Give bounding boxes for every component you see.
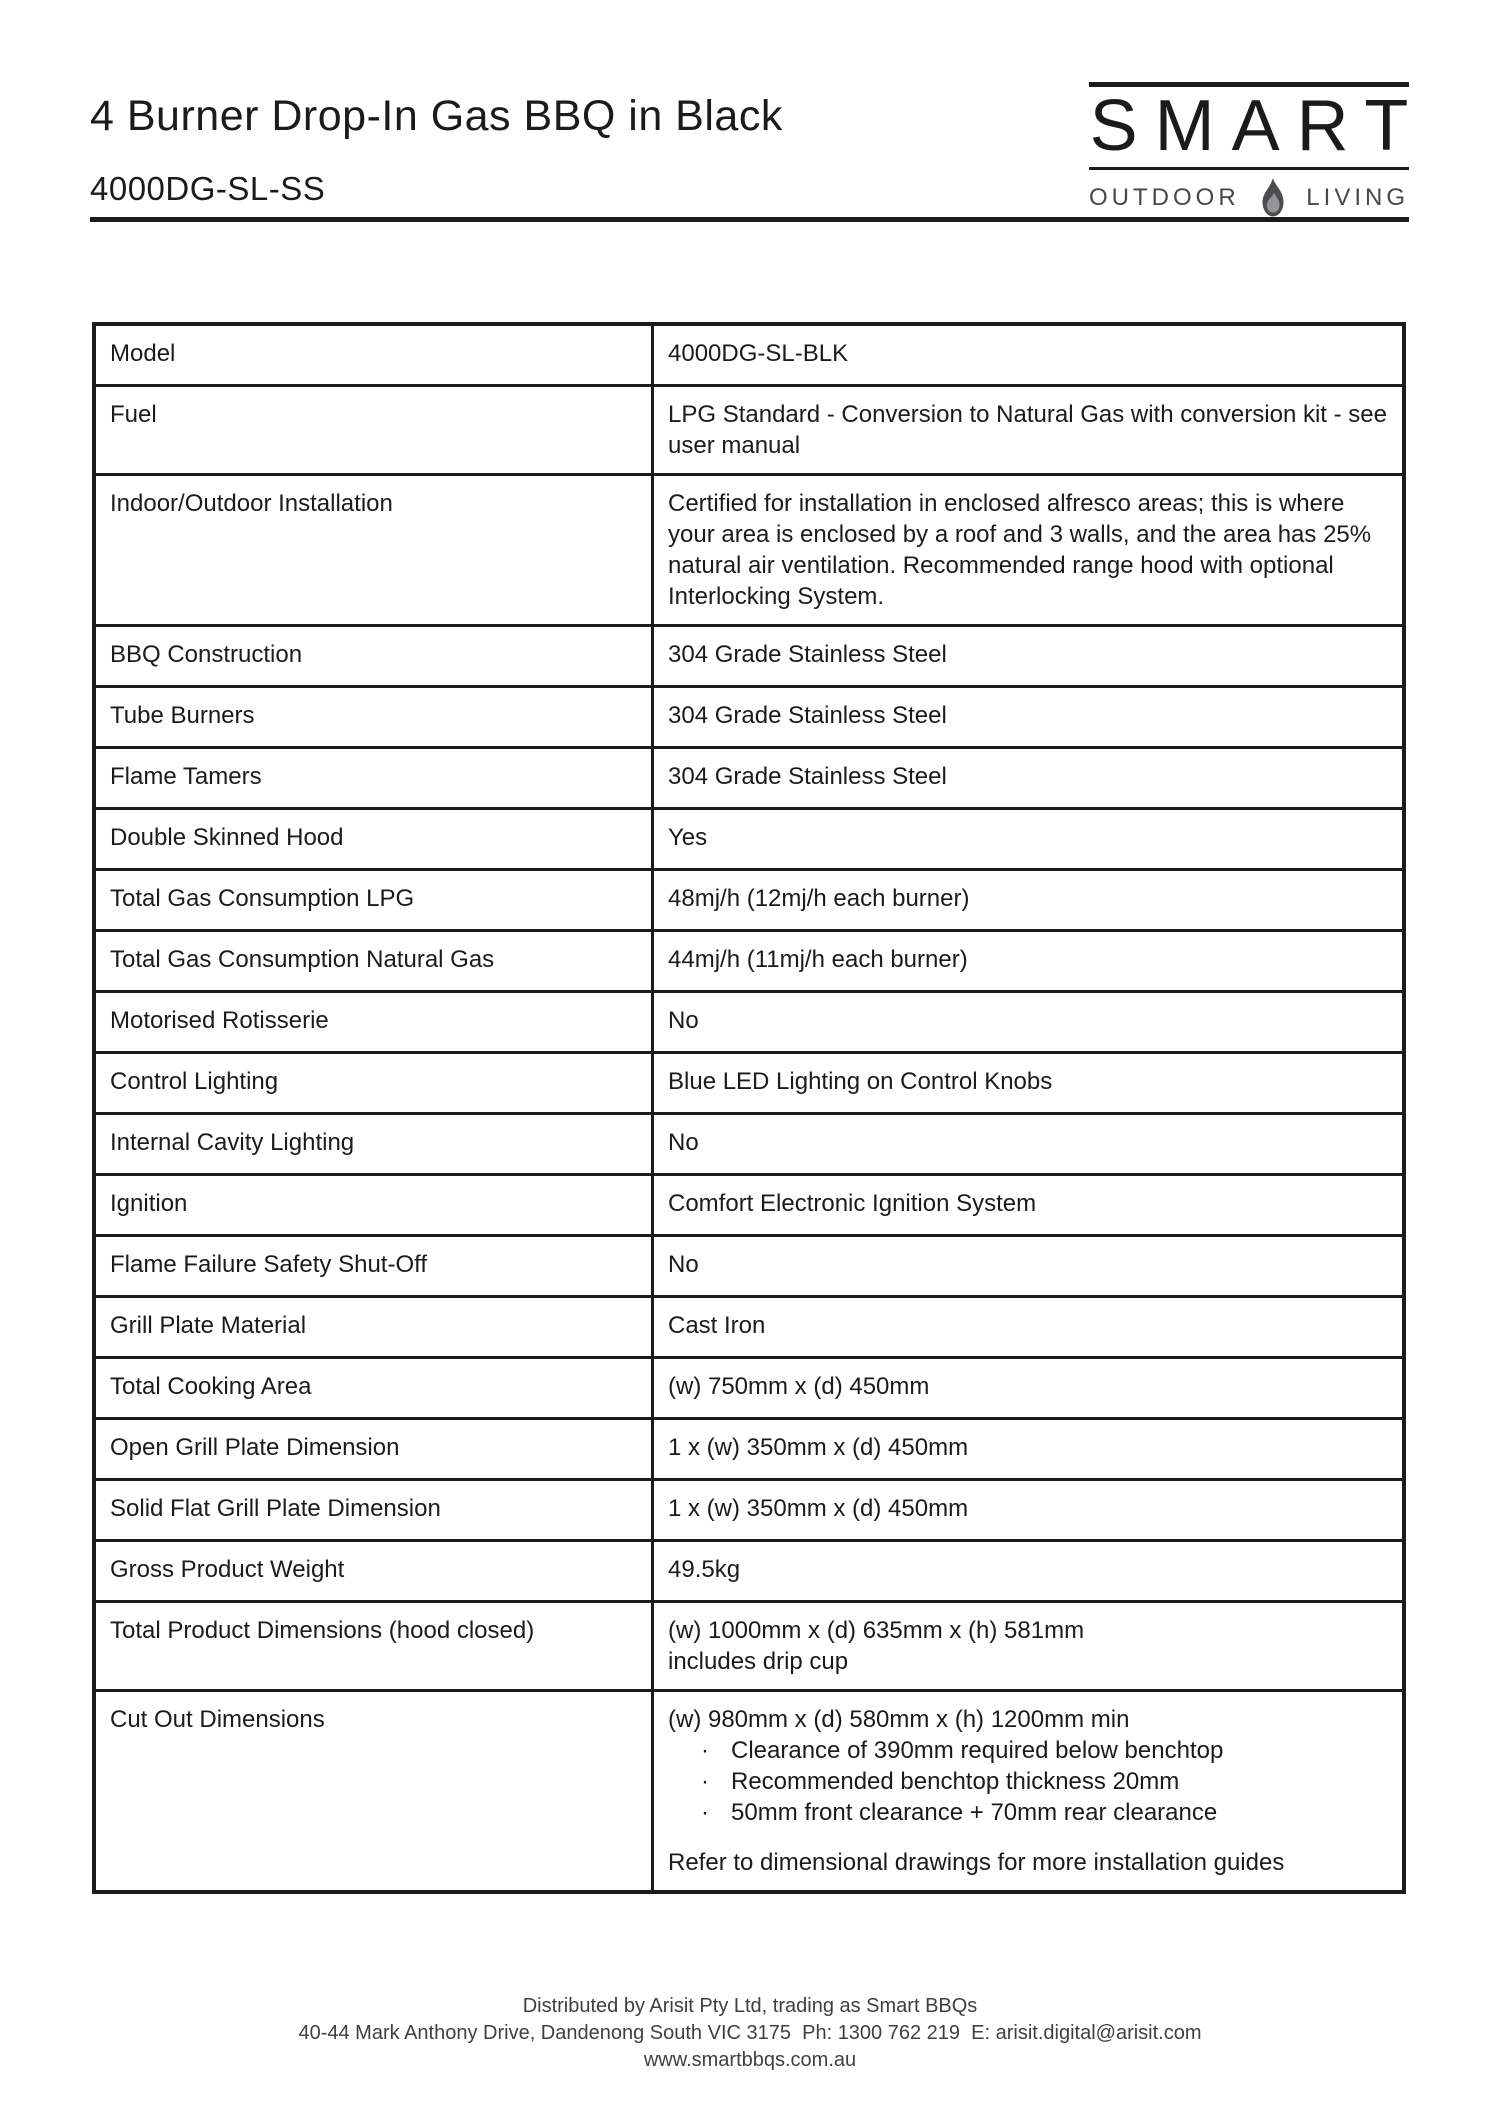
- row-value: [654, 871, 1402, 929]
- row-value: [654, 326, 1402, 384]
- table-row: [96, 627, 1402, 688]
- bullet-dot: ·: [701, 1799, 709, 1826]
- row-value: [654, 1054, 1402, 1112]
- row-value: [654, 1359, 1402, 1417]
- row-label: Double Skinned Hood: [96, 810, 654, 868]
- logo-brand-text: SMART: [1089, 86, 1426, 166]
- value-line: includes drip cup: [668, 1648, 849, 1675]
- row-value: [654, 1298, 1402, 1356]
- logo-tagline: [1089, 177, 1409, 219]
- row-value: [654, 993, 1402, 1051]
- value-line: Yes: [668, 824, 708, 851]
- table-row: [96, 1420, 1402, 1481]
- row-value: [654, 476, 1402, 624]
- row-label: Flame Failure Safety Shut-Off: [96, 1237, 654, 1295]
- table-row: [96, 1481, 1402, 1542]
- value-line: 304 Grade Stainless Steel: [668, 702, 947, 729]
- row-label: Control Lighting: [96, 1054, 654, 1112]
- table-row: [96, 1176, 1402, 1237]
- value-line: No: [668, 1129, 699, 1156]
- table-row: [96, 1054, 1402, 1115]
- table-row: [96, 993, 1402, 1054]
- value-line: LPG Standard - Conversion to Natural Gas with conversion kit - see user manual: [668, 401, 1387, 459]
- value-line: (w) 980mm x (d) 580mm x (h) 1200mm min: [668, 1706, 1130, 1733]
- value-line: 304 Grade Stainless Steel: [668, 641, 947, 668]
- value-line: Certified for installation in enclosed alfresco areas; this is where your area is enclosed by a roof and 3 walls, and the area has 25% natural air ventilation. Recommended range hood with optional Interlocking System.: [668, 490, 1372, 610]
- table-row: [96, 326, 1402, 387]
- table-row: [96, 810, 1402, 871]
- value-line: (w) 1000mm x (d) 635mm x (h) 581mm: [668, 1617, 1085, 1644]
- row-label: Tube Burners: [96, 688, 654, 746]
- spec-table: [92, 322, 1406, 1894]
- row-label: Total Cooking Area: [96, 1359, 654, 1417]
- value-line: Blue LED Lighting on Control Knobs: [668, 1068, 1053, 1095]
- bullet-text: Recommended benchtop thickness 20mm: [731, 1768, 1180, 1795]
- row-value: [654, 688, 1402, 746]
- row-value: [654, 1115, 1402, 1173]
- row-value: [654, 1692, 1402, 1890]
- row-value: [654, 627, 1402, 685]
- table-row: [96, 1603, 1402, 1692]
- value-line: 48mj/h (12mj/h each burner): [668, 885, 970, 912]
- row-label: Grill Plate Material: [96, 1298, 654, 1356]
- row-value: [654, 1420, 1402, 1478]
- row-value: [654, 749, 1402, 807]
- row-label: BBQ Construction: [96, 627, 654, 685]
- row-label: Indoor/Outdoor Installation: [96, 476, 654, 624]
- logo-tagline-left: OUTDOOR: [1089, 184, 1240, 211]
- value-line: 49.5kg: [668, 1556, 741, 1583]
- table-row: [96, 871, 1402, 932]
- row-label: Model: [96, 326, 654, 384]
- table-row: [96, 387, 1402, 476]
- row-label: Total Gas Consumption Natural Gas: [96, 932, 654, 990]
- value-line: 44mj/h (11mj/h each burner): [668, 946, 968, 973]
- bullet-text: 50mm front clearance + 70mm rear clearance: [731, 1799, 1218, 1826]
- table-row: [96, 476, 1402, 627]
- row-label: Total Product Dimensions (hood closed): [96, 1603, 654, 1689]
- row-value: [654, 932, 1402, 990]
- row-value: [654, 1542, 1402, 1600]
- table-row: [96, 688, 1402, 749]
- row-value: [654, 1237, 1402, 1295]
- page-title: 4 Burner Drop-In Gas BBQ in Black: [90, 92, 783, 140]
- value-line: Comfort Electronic Ignition System: [668, 1190, 1037, 1217]
- row-value: [654, 1481, 1402, 1539]
- value-line: No: [668, 1007, 699, 1034]
- bullet-dot: ·: [701, 1768, 709, 1795]
- value-line: No: [668, 1251, 699, 1278]
- row-value: [654, 387, 1402, 473]
- footer-address: 40-44 Mark Anthony Drive, Dandenong South VIC 3175 Ph: 1300 762 219 E: arisit.digital@arisit.com: [298, 2022, 1202, 2044]
- value-line: 1 x (w) 350mm x (d) 450mm: [668, 1495, 969, 1522]
- table-row: [96, 932, 1402, 993]
- bullet-item: [668, 1797, 1388, 1828]
- row-label: Motorised Rotisserie: [96, 993, 654, 1051]
- bullet-dot: ·: [701, 1737, 709, 1764]
- bullet-item: [668, 1735, 1388, 1766]
- row-label: Cut Out Dimensions: [96, 1692, 654, 1890]
- row-label: Open Grill Plate Dimension: [96, 1420, 654, 1478]
- row-value: [654, 810, 1402, 868]
- row-label: Solid Flat Grill Plate Dimension: [96, 1481, 654, 1539]
- footer-distributor: Distributed by Arisit Pty Ltd, trading as Smart BBQs: [522, 1995, 978, 2017]
- row-note: Refer to dimensional drawings for more installation guides: [668, 1849, 1285, 1876]
- footer: [0, 1993, 1500, 2074]
- model-code: 4000DG-SL-SS: [90, 170, 326, 207]
- row-label: Total Gas Consumption LPG: [96, 871, 654, 929]
- value-line: 4000DG-SL-BLK: [668, 340, 849, 367]
- row-value: [654, 1176, 1402, 1234]
- table-row: [96, 749, 1402, 810]
- row-label: Fuel: [96, 387, 654, 473]
- row-label: Flame Tamers: [96, 749, 654, 807]
- header-divider-rule: [90, 217, 1409, 222]
- bullet-list: [668, 1735, 1388, 1828]
- logo-bottom-rule: [1089, 167, 1409, 170]
- table-row: [96, 1692, 1402, 1890]
- table-row: [96, 1115, 1402, 1176]
- value-line: (w) 750mm x (d) 450mm: [668, 1373, 930, 1400]
- bullet-item: [668, 1766, 1388, 1797]
- logo-tagline-right: LIVING: [1306, 184, 1409, 211]
- table-row: [96, 1298, 1402, 1359]
- bullet-text: Clearance of 390mm required below benchtop: [731, 1737, 1224, 1764]
- value-line: 1 x (w) 350mm x (d) 450mm: [668, 1434, 969, 1461]
- footer-website: www.smartbbqs.com.au: [643, 2049, 857, 2071]
- brand-logo: [1089, 82, 1426, 219]
- row-label: Gross Product Weight: [96, 1542, 654, 1600]
- table-row: [96, 1359, 1402, 1420]
- value-line: 304 Grade Stainless Steel: [668, 763, 947, 790]
- table-row: [96, 1237, 1402, 1298]
- value-line: Cast Iron: [668, 1312, 766, 1339]
- row-label: Ignition: [96, 1176, 654, 1234]
- row-label: Internal Cavity Lighting: [96, 1115, 654, 1173]
- table-row: [96, 1542, 1402, 1603]
- row-value: [654, 1603, 1402, 1689]
- flame-icon: [1257, 177, 1289, 219]
